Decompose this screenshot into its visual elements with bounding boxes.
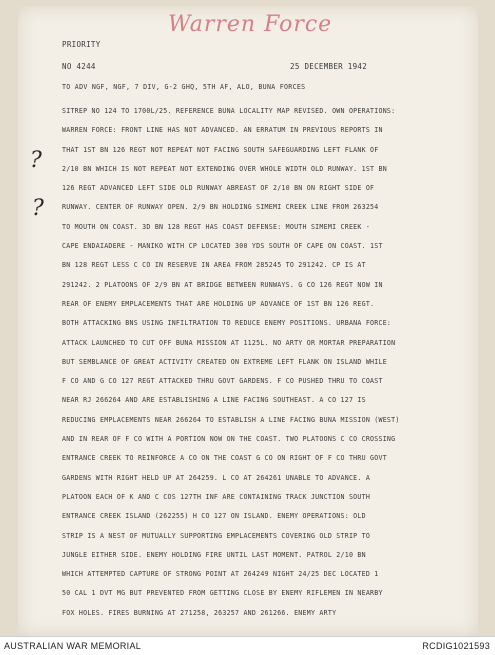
text-line: THAT 1ST BN 126 REGT NOT REPEAT NOT FACING SOUTH SAFEGUARDING LEFT FLANK OF [62, 145, 379, 154]
text-line: 126 REGT ADVANCED LEFT SIDE OLD RUNWAY ABREAST OF 2/10 BN ON RIGHT SIDE OF [62, 184, 375, 193]
text-line: PLATOON EACH OF K AND C COS 127TH INF ARE CONTAINING TRACK JUNCTION SOUTH [62, 492, 371, 501]
archive-footer [0, 636, 495, 655]
text-line: WARREN FORCE: FRONT LINE HAS NOT ADVANCED. AN ERRATUM IN PREVIOUS REPORTS IN [62, 126, 383, 135]
text-line: SITREP NO 124 TO 1700L/25. REFERENCE BUNA LOCALITY MAP REVISED. OWN OPERATIONS: [62, 107, 396, 115]
text-line: STRIP IS A NEST OF MUTUALLY SUPPORTING EMPLACEMENTS COVERING OLD STRIP TO [62, 531, 371, 540]
text-line: JUNGLE EITHER SIDE. ENEMY HOLDING FIRE UNTIL LAST MOMENT. PATROL 2/10 BN [62, 550, 366, 559]
text-line: 291242. 2 PLATOONS OF 2/9 BN AT BRIDGE BETWEEN RUNWAYS. G CO 126 REGT NOW IN [62, 280, 383, 289]
record-id: RCDIG1021593 [422, 641, 490, 651]
text-line: BN 128 REGT LESS C CO IN RESERVE IN AREA FROM 285245 TO 291242. CP IS AT [62, 261, 366, 270]
text-line: CAPE ENDAIADERE - MANIKO WITH CP LOCATED 300 YDS SOUTH OF CAPE ON COAST. 1ST [62, 242, 383, 251]
text-line: AND IN REAR OF F CO WITH A PORTION NOW ON THE COAST. TWO PLATOONS C CO CROSSING [62, 435, 396, 444]
text-line: REAR OF ENEMY EMPLACEMENTS THAT ARE HOLDING UP ADVANCE OF 1ST BN 126 REGT. [62, 299, 375, 308]
text-line: FOX HOLES. FIRES BURNING AT 271258, 263257 AND 261266. ENEMY ARTY [62, 608, 337, 617]
addressees: TO ADV NGF, NGF, 7 DIV, G-2 GHQ, 5TH AF, ALO, BUNA FORCES [62, 83, 306, 91]
text-line: F CO AND G CO 127 REGT ATTACKED THRU GOVT GARDENS. F CO PUSHED THRU TO COAST [62, 377, 383, 386]
text-line: ENTRANCE CREEK ISLAND (262255) H CO 127 ON ISLAND. ENEMY OPERATIONS: OLD [62, 512, 366, 521]
text-line: REDUCING EMPLACEMENTS NEAR 266264 TO ESTABLISH A LINE FACING BUNA MISSION (WEST) [62, 415, 400, 424]
text-line: GARDENS WITH RIGHT HELD UP AT 264259. L CO AT 264261 UNABLE TO ADVANCE. A [62, 473, 371, 482]
text-line: 50 CAL 1 DVT MG BUT PREVENTED FROM GETTING CLOSE BY ENEMY RIFLEMEN IN NEARBY [62, 589, 383, 598]
text-line: TO MOUTH ON COAST. 3D BN 128 REGT HAS COAST DEFENSE: MOUTH SIMEMI CREEK - [62, 222, 371, 231]
text-line: BUT SEMBLANCE OF GREAT ACTIVITY CREATED ON EXTREME LEFT FLANK ON ISLAND WHILE [62, 357, 387, 366]
message-date: 25 DECEMBER 1942 [290, 62, 368, 71]
archive-source: AUSTRALIAN WAR MEMORIAL [4, 641, 142, 651]
priority-label: PRIORITY [62, 40, 101, 49]
message-number: NO 4244 [62, 62, 96, 71]
text-line: NEAR RJ 266264 AND ARE ESTABLISHING A LINE FACING SOUTHEAST. A CO 127 IS [62, 396, 366, 405]
margin-question-mark: ? [30, 148, 42, 173]
text-line: BOTH ATTACKING BNS USING INFILTRATION TO REDUCE ENEMY POSITIONS. URBANA FORCE: [62, 319, 392, 328]
sitrep-body [62, 102, 462, 623]
handwritten-title: Warren Force [168, 12, 333, 37]
text-line: WHICH ATTEMPTED CAPTURE OF STRONG POINT AT 264249 NIGHT 24/25 DEC LOCATED 1 [62, 570, 379, 579]
text-line: ATTACK LAUNCHED TO CUT OFF BUNA MISSION AT 1125L. NO ARTY OR MORTAR PREPARATION [62, 338, 396, 347]
text-line: ENTRANCE CREEK TO REINFORCE A CO ON THE COAST G CO ON RIGHT OF F CO THRU GOVT [62, 454, 387, 463]
text-line: 2/10 BN WHICH IS NOT REPEAT NOT EXTENDING OVER WHOLE WIDTH OLD RUNWAY. 1ST BN [62, 164, 387, 173]
text-line: RUNWAY. CENTER OF RUNWAY OPEN. 2/9 BN HOLDING SIMEMI CREEK LINE FROM 263254 [62, 203, 379, 212]
margin-question-mark: ? [32, 196, 44, 221]
